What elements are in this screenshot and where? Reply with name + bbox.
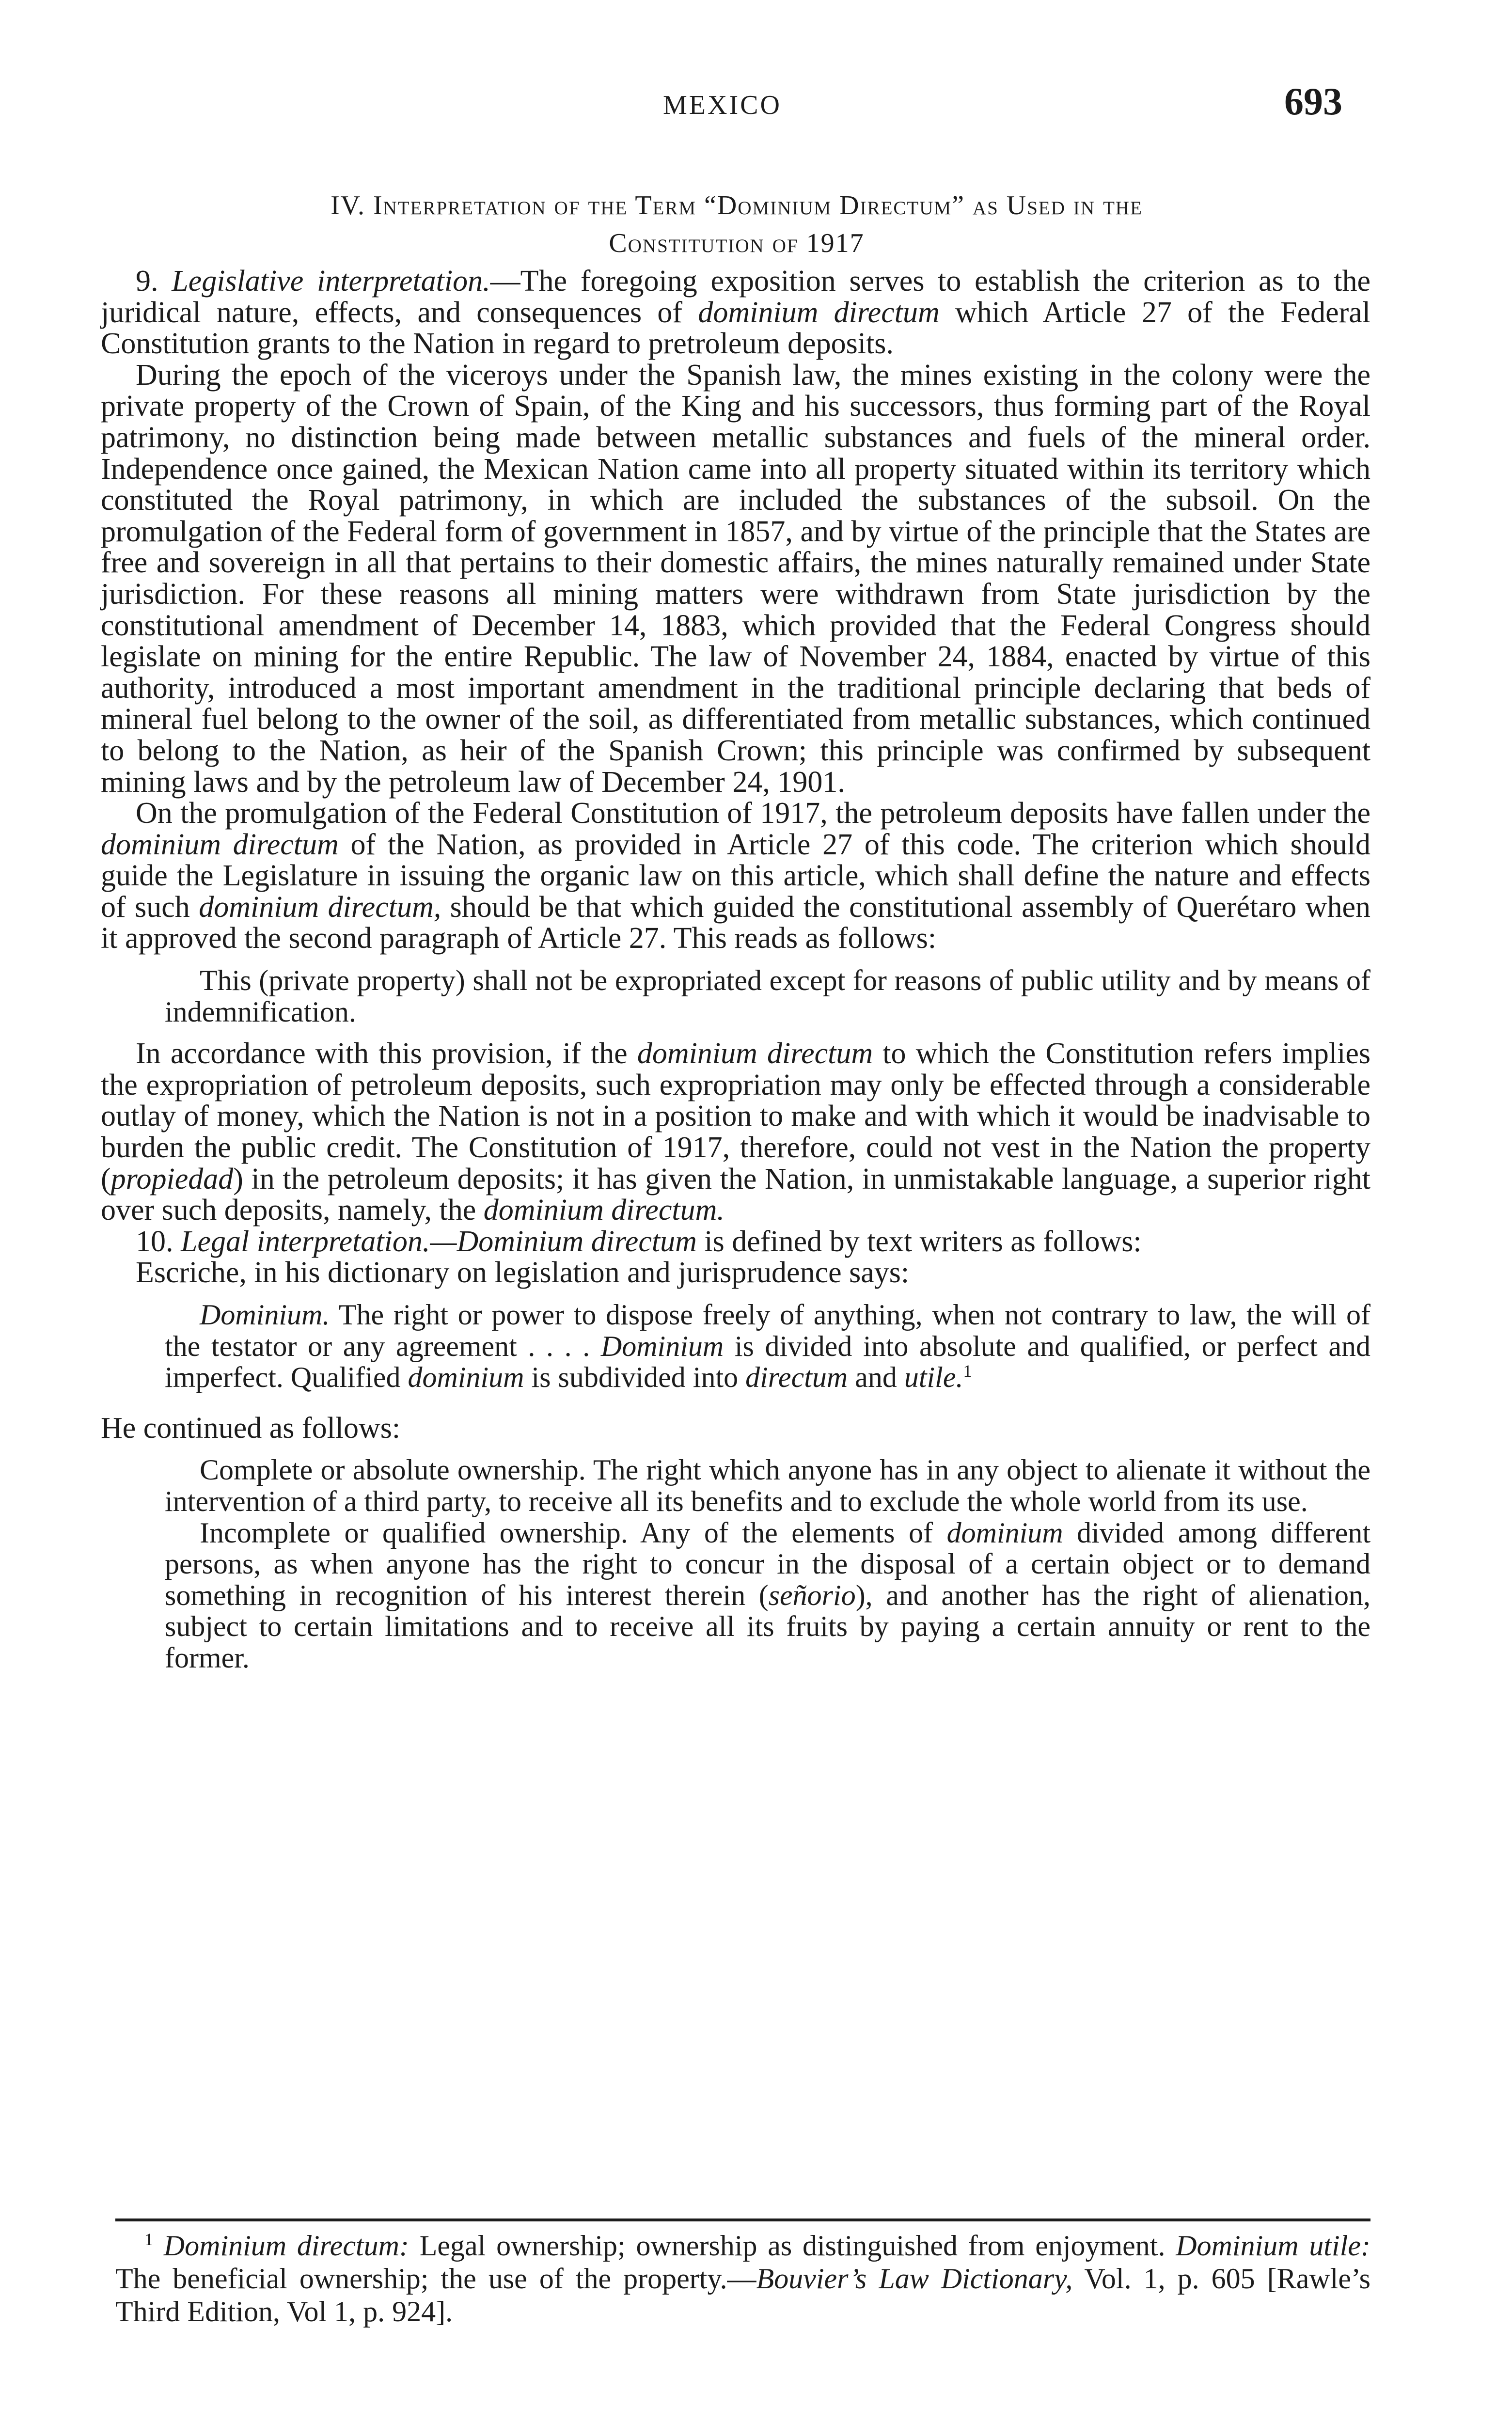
paragraph-title: Legal interpretation.—Dominium directum — [181, 1225, 697, 1258]
emphasis: dominium directum — [637, 1037, 873, 1070]
paragraph-title: Legislative interpretation. — [172, 265, 490, 298]
quote-text: This (private property) shall not be expropriated except for reasons of public utility and by means of indemnification. — [165, 964, 1370, 1028]
page-number: 693 — [1284, 80, 1342, 123]
emphasis: dominium directum — [101, 828, 339, 861]
emphasis: señorio — [768, 1579, 856, 1611]
emphasis: dominium directum, — [199, 890, 441, 924]
emphasis: Dominium utile: — [1176, 2230, 1370, 2262]
paragraph-escriche: Escriche, in his dictionary on legislation and jurisprudence says: — [136, 1256, 910, 1290]
emphasis: directum — [745, 1361, 848, 1394]
footnote-marker: 1 — [963, 1361, 972, 1381]
paragraph-continued: He continued as follows: — [101, 1411, 401, 1445]
emphasis: dominium directum — [698, 296, 940, 329]
footnote-text: Vol. 1, p. 605 [Rawle’s Third Edition, Vol 1, p. 924]. — [115, 2263, 1370, 2328]
footnote — [115, 2229, 1370, 2328]
paragraph-number: 9. — [136, 265, 158, 298]
emphasis: Dominium directum: — [163, 2230, 409, 2262]
paragraph-text: —The foregoing exposition serves to establish the criterion as to the juridical nature, effects, and consequences of — [101, 265, 1371, 329]
quote-fragment: divided among different persons, as when anyone has the right to concur in the disposal of a certain object or to demand something in recognition of his interest therein ( — [165, 1516, 1371, 1611]
emphasis: dominium — [408, 1361, 524, 1394]
emphasis: Bouvier’s Law Dictionary, — [756, 2263, 1073, 2295]
quote-complete-ownership: Complete or absolute ownership. The right which anyone has in any object to alienate it without the intervention of a third party, to receive all its benefits and to exclude the whole world from its use. — [165, 1454, 1370, 1517]
quote-fragment: is divided into absolute and qualified, or perfect and imperfect. Qualified — [165, 1330, 1370, 1394]
block-quote-private-property — [165, 965, 1370, 1027]
paragraph-viceroys: During the epoch of the viceroys under the Spanish law, the mines existing in the colony were the private property of the Crown of Spain, of the King and his successors, thus forming part of the Royal patrimony, no distinction being made between metallic substances and fuels of the mineral order. Independence once gained, the Mexican Nation came into all property situated within its territory which constituted the Royal patrimony, in which are included the substances of the subsoil. On the promulgation of the Federal form of government in 1857, and by virtue of the principle that the States are free and sovereign in all that pertains to their domestic affairs, the mines naturally remained under State jurisdiction. For these reasons all mining matters were withdrawn from State jurisdiction by the constitutional amendment of December 14, 1883, which provided that the Federal Congress should legislate on mining for the entire Republic. The law of November 24, 1884, enacted by virtue of this authority, introduced a most important amendment in the traditional principle declaring that beds of mineral fuel belong to the owner of the soil, as differentiated from metallic substances, which continued to belong to the Nation, as heir of the Spanish Crown; this principle was confirmed by subsequent mining laws and by the petroleum law of December 24, 1901. — [101, 358, 1370, 799]
paragraph-promulgation — [101, 798, 1370, 954]
footnote-text: The beneficial ownership; the use of the property.— — [115, 2263, 756, 2295]
footnote-text: Legal ownership; ownership as distinguished from enjoyment. — [409, 2230, 1176, 2262]
quote-fragment: The right or power to dispose freely of anything, when not contrary to law, the will of the testator or any agreement . . . . — [165, 1299, 1370, 1362]
paragraph-accordance — [101, 1038, 1370, 1226]
quote-fragment: Incomplete or qualified ownership. Any of the elements of — [200, 1516, 947, 1549]
paragraph-text: which Article 27 of the Federal Constitution grants to the Nation in regard to pretroleum deposits. — [101, 296, 1371, 361]
emphasis: dominium directum. — [483, 1194, 724, 1227]
emphasis: dominium — [946, 1516, 1063, 1549]
quote-text — [165, 1299, 1370, 1393]
emphasis: Dominium. — [200, 1299, 330, 1331]
running-title: MEXICO — [663, 90, 782, 120]
quote-fragment: and — [848, 1361, 904, 1394]
paragraph-text: is defined by text writers as follows: — [696, 1225, 1142, 1258]
emphasis: Dominium — [600, 1330, 724, 1362]
paragraph-text: of the Nation, as provided in Article 27 of this code. The criterion which should guide the Legislature in issuing the organic law on this article, which shall define the nature and effects of such — [101, 828, 1370, 924]
paragraph-text: to which the Constitution refers implies the expropriation of petroleum deposits, such expropriation may only be effected through a considerable outlay of money, which the Nation is not in a position to make and with which it would be inadvisable to burden the public credit. The Constitution of 1917, therefore, could not vest in the Nation the property ( — [101, 1037, 1370, 1196]
paragraph-text: In accordance with this provision, if the — [136, 1037, 637, 1070]
paragraph-text: ) in the petroleum deposits; it has given the Nation, in unmistakable language, a superior right over such deposits, namely, the — [101, 1162, 1370, 1227]
footnote-number: 1 — [144, 2230, 153, 2249]
body-text — [101, 266, 1370, 1684]
quote-fragment: ), and another has the right of alienation, subject to certain limitations and to receive all its fruits by paying a certain annuity or rent to the former. — [165, 1579, 1370, 1674]
block-quote-ownership — [165, 1454, 1370, 1673]
paragraph-9 — [101, 266, 1370, 360]
block-quote-dominium — [165, 1299, 1370, 1393]
quote-incomplete-ownership — [165, 1517, 1370, 1674]
paragraph-text: On the promulgation of the Federal Constitution of 1917, the petroleum deposits have fallen under the — [136, 797, 1370, 830]
emphasis: propiedad — [110, 1162, 234, 1196]
emphasis: utile. — [904, 1361, 963, 1394]
paragraph-number: 10. — [136, 1225, 173, 1258]
section-numeral: IV. — [331, 190, 365, 220]
paragraph-text: should be that which guided the constitutional assembly of Querétaro when it approved the second paragraph of Article 27. This reads as follows: — [101, 890, 1371, 955]
footnote-divider — [115, 2218, 1370, 2221]
paragraph-10 — [101, 1226, 1370, 1258]
section-heading — [102, 187, 1371, 262]
section-heading-line2: Constitution of 1917 — [609, 228, 865, 258]
quote-fragment: is subdivided into — [524, 1361, 746, 1394]
section-heading-line1: Interpretation of the Term “Dominium Directum” as Used in the — [373, 190, 1143, 220]
